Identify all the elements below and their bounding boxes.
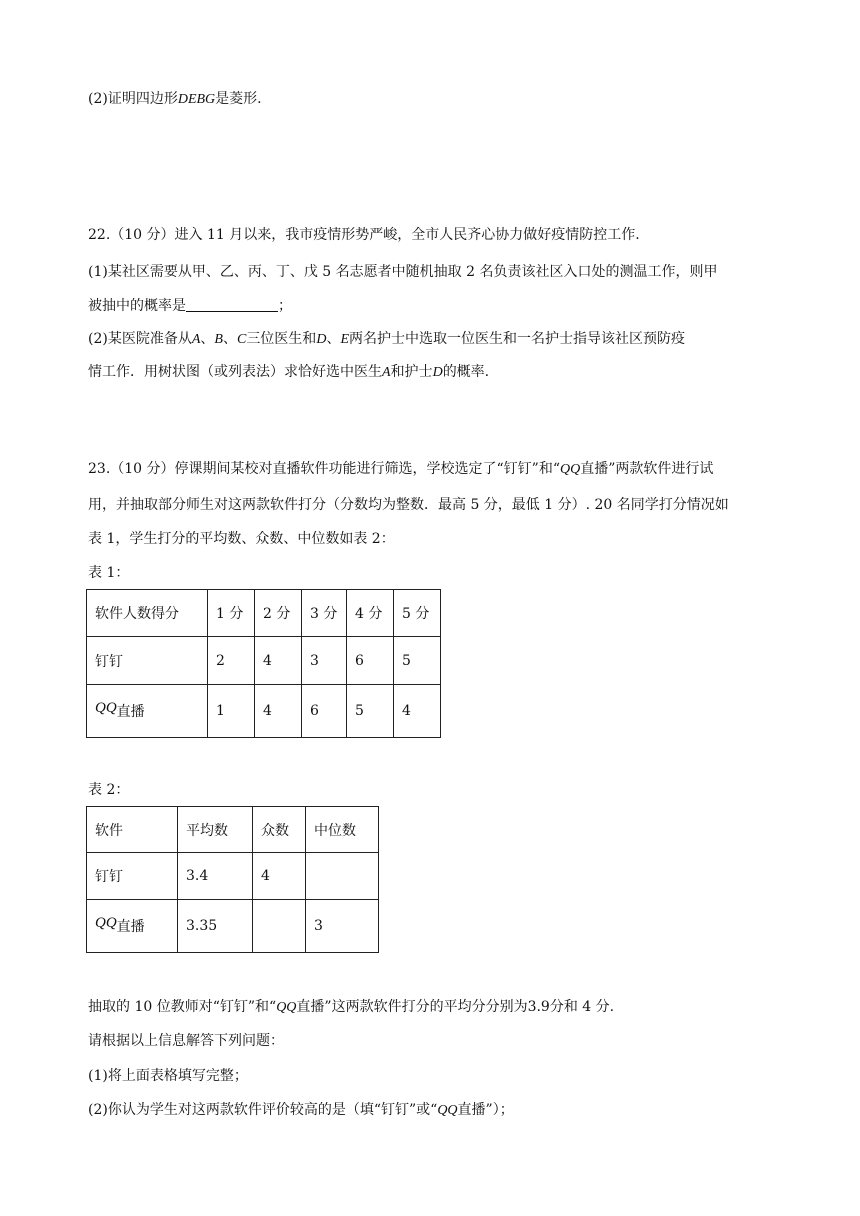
q22-part2-text-e: 和护士 <box>390 364 433 380</box>
table-cell: 4 分 <box>347 590 394 637</box>
table-cell: 1 分 <box>208 590 255 637</box>
qq-label: QQ <box>95 915 117 931</box>
table-cell: 1 <box>208 685 255 738</box>
table-cell: 5 分 <box>394 590 441 637</box>
q22-part1-line2 <box>88 296 292 316</box>
q22-part2-text-c: 两名护士中选取一位医生和一名护士指导该社区预防疫 <box>349 331 685 347</box>
q23-line1-text-b: 直播”两款软件进行试 <box>580 461 714 477</box>
var-b: B <box>214 332 223 347</box>
q23-after4-text-b: 直播”）； <box>457 1102 514 1118</box>
teacher-average-value: 3.9 <box>527 999 550 1015</box>
table-row <box>87 900 379 953</box>
q22-part1-line1: (1)某社区需要从甲、乙、丙、丁、戊 5 名志愿者中随机抽取 2 名负责该社区入口处的测温工作，则甲 <box>88 264 718 280</box>
table-cell <box>253 900 306 953</box>
table-cell: 4 <box>255 685 302 738</box>
sep: 、 <box>200 331 215 347</box>
q23-line1-text-a: 23.（10 分）停课期间某校对直播软件功能进行筛选，学校选定了“钉钉”和“ <box>88 461 560 477</box>
table-cell: 5 <box>347 685 394 738</box>
table2-caption: 表 2： <box>88 782 130 798</box>
q22-part1-text: 被抽中的概率是 <box>88 298 186 314</box>
table-cell: 3 <box>306 900 379 953</box>
q22-part2-text-d: 情工作．用树状图（或列表法）求恰好选中医生 <box>88 364 382 380</box>
q23-after3: (1)将上面表格填写完整； <box>88 1068 248 1084</box>
qq-label: QQ <box>276 1000 297 1015</box>
table-cell <box>87 685 208 738</box>
q22-heading: 22.（10 分）进入 11 月以来，我市疫情形势严峻，全市人民齐心协力做好疫情防控工作. <box>88 227 640 243</box>
answer-blank <box>186 297 278 312</box>
table-cell: 5 <box>394 637 441 685</box>
q23-after4 <box>88 1100 514 1121</box>
table-cell: 2 <box>208 637 255 685</box>
q23-line1 <box>88 459 713 480</box>
qq-label: QQ <box>95 700 117 716</box>
table-cell: 3 分 <box>302 590 347 637</box>
var-d: D <box>432 365 443 380</box>
q23-line2: 用，并抽取部分师生对这两款软件打分（分数均为整数．最高 5 分，最低 1 分）. 20 名同学打分情况如 <box>88 497 729 513</box>
table-cell: 4 <box>394 685 441 738</box>
q22-part2-line1 <box>88 329 685 350</box>
table-row <box>87 685 441 738</box>
table-2 <box>86 806 379 953</box>
table-cell: 钉钉 <box>87 637 208 685</box>
table-cell: 2 分 <box>255 590 302 637</box>
table-cell: 4 <box>255 637 302 685</box>
table-cell: 3 <box>302 637 347 685</box>
q23-after4-text-a: (2)你认为学生对这两款软件评价较高的是（填“钉钉”或“ <box>88 1102 438 1118</box>
q23-after1-text-a: 抽取的 10 位教师对“钉钉”和“ <box>88 999 277 1015</box>
table-cell: 6 <box>302 685 347 738</box>
q23-after1 <box>88 997 614 1018</box>
q23-after1-text-c: 分和 4 分. <box>549 999 615 1015</box>
var-c: C <box>236 332 247 347</box>
q22-part2-text-f: 的概率. <box>442 364 490 380</box>
table-cell <box>306 853 379 900</box>
sep: 、 <box>326 331 341 347</box>
table-cell <box>87 900 178 953</box>
table-cell: 平均数 <box>178 807 253 853</box>
live-label: 直播 <box>116 704 145 720</box>
table-cell: 软件人数得分 <box>87 590 208 637</box>
table-cell: 中位数 <box>306 807 379 853</box>
var-a: A <box>382 365 391 380</box>
q23-after1-text-b: 直播”这两款软件打分的平均分分别为 <box>296 999 528 1015</box>
q23-line3: 表 1，学生打分的平均数、众数、中位数如表 2： <box>88 531 395 547</box>
table-cell: 软件 <box>87 807 178 853</box>
table-cell: 钉钉 <box>87 853 178 900</box>
q22-part2-line2 <box>88 362 489 383</box>
q21-part2 <box>88 89 262 110</box>
q23-after2: 请根据以上信息解答下列问题： <box>88 1033 284 1049</box>
table-cell: 4 <box>253 853 306 900</box>
var-a: A <box>191 332 201 347</box>
qq-label: QQ <box>560 462 581 477</box>
table-row <box>87 853 379 900</box>
q22-part2-text-a: (2)某医院准备从 <box>88 331 192 347</box>
var-d: D <box>316 332 327 347</box>
qq-label: QQ <box>437 1103 458 1118</box>
table-cell: 3.4 <box>178 853 253 900</box>
table-cell: 众数 <box>253 807 306 853</box>
table-row <box>87 807 379 853</box>
q22-part1-end: ； <box>278 298 292 314</box>
shape-name: DEBG <box>177 92 216 107</box>
live-label: 直播 <box>116 919 145 935</box>
table-row <box>87 637 441 685</box>
var-e: E <box>340 332 349 347</box>
table-cell: 6 <box>347 637 394 685</box>
q21-part2-prefix: (2)证明四边形 <box>88 91 178 107</box>
table-cell: 3.35 <box>178 900 253 953</box>
table1-caption: 表 1： <box>88 565 130 581</box>
table-row <box>87 590 441 637</box>
q21-part2-suffix: 是菱形. <box>215 91 262 107</box>
sep: 、 <box>222 331 237 347</box>
table-1 <box>86 589 441 738</box>
q22-part2-text-b: 三位医生和 <box>246 331 317 347</box>
